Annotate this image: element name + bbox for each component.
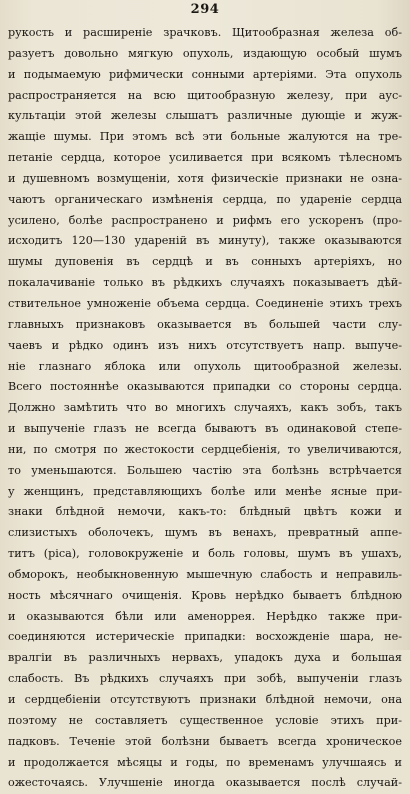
text-line: у женщинъ, представляющихъ болѣе или менѣе ясные при-	[8, 484, 402, 498]
text-line: падковъ. Теченіе этой болѣзни бываетъ всегда хроническое	[8, 734, 402, 748]
text-line: исходитъ 120—130 ударенiй въ минуту), также оказываются	[8, 234, 402, 248]
text-line: вралгіи въ различныхъ нервахъ, упадокъ духа и большая	[8, 651, 402, 665]
text-line: и выпученіе глазъ не всегда бываютъ въ одинаковой степе-	[8, 422, 402, 436]
text-line: усилено, болѣе распространено и рифмъ его ускоренъ (про-	[8, 213, 402, 227]
body-text	[8, 23, 402, 794]
text-line: чаютъ органическаго измѣненія сердца, по удареніе сердца	[8, 192, 402, 206]
text-line: покалачиваніе только въ рѣдкихъ случаяхъ показываетъ дѣй-	[8, 276, 402, 290]
text-line: жащіе шумы. При этомъ всѣ эти больные жалуются на тре-	[8, 130, 402, 144]
text-line: и оказываются бѣли или аменоррея. Нерѣдко также при-	[8, 609, 402, 623]
text-line: знаки блѣдной немочи, какъ-то: блѣдный цвѣтъ кожи и	[8, 505, 402, 519]
text-line: распространяется на всю щитообразную железу, при аус-	[8, 88, 402, 102]
page-number: 294	[190, 2, 220, 17]
text-line: чаевъ и рѣдко одинъ изъ нихъ отсутствуетъ напр. выпуче-	[8, 338, 402, 352]
text-line: то уменьшаются. Большею частію эта болѣзнь встрѣчается	[8, 463, 402, 477]
text-line: ность мѣсячнаго очищенія. Кровь нерѣдко бываетъ блѣдною	[8, 588, 402, 602]
text-line: и душевномъ возмущеніи, хотя физическіе признаки не озна-	[8, 171, 402, 185]
text-line: петаніе сердца, которое усиливается при всякомъ тѣлесномъ	[8, 151, 402, 165]
text-line: Должно замѣтить что во многихъ случаяхъ, какъ зобъ, такъ	[8, 401, 402, 415]
text-line: культаціи этой железы слышатъ различные дующіе и жуж-	[8, 109, 402, 123]
text-line: поэтому не составляетъ существенное условіе этихъ при-	[8, 713, 402, 727]
text-line: ствительное умноженіе объема сердца. Соединеніе этихъ трехъ	[8, 296, 402, 310]
text-line: разуетъ довольно мягкую опухоль, издающую особый шумъ	[8, 46, 402, 60]
text-line: ожесточаясь. Улучшеніе иногда оказывается послѣ случай-	[8, 776, 402, 790]
text-line: рукость и расширеніе зрачковъ. Щитообразная железа об-	[8, 26, 402, 39]
text-line: и сердцебіеніи отсутствуютъ признаки блѣдной немочи, она	[8, 693, 402, 706]
text-line: соединяются истерическіе припадки: восхожденіе шара, не-	[8, 630, 402, 644]
text-line: и продолжается мѣсяцы и годы, по временамъ улучшаясь и	[8, 755, 402, 769]
text-line: ни, по смотря по жестокости сердцебіенія, то увеличиваются,	[8, 442, 402, 456]
text-line: обморокъ, необыкновенную мышечную слабость и неправиль-	[8, 567, 402, 581]
text-line: шумы дуповенія въ сердцѣ и въ сонныхъ артеріяхъ, но	[8, 255, 402, 269]
text-line: Всего постояннѣе оказываются припадки со стороны сердца.	[8, 380, 402, 394]
text-line: титъ (pica), головокруженіе и боль головы, шумъ въ ушахъ,	[8, 547, 402, 561]
text-line: и подымаемую рифмически сонными артеріями. Эта опухоль	[8, 67, 402, 81]
text-line: главныхъ признаковъ оказывается въ большей части слу-	[8, 317, 402, 331]
text-line: слабость. Въ рѣдкихъ случаяхъ при зобѣ, выпученіи глазъ	[8, 672, 402, 686]
text-line: слизистыхъ оболочекъ, шумъ въ венахъ, превратный аппе-	[8, 526, 402, 540]
text-line: ніе глазнаго яблока или опухоль щитообразной железы.	[8, 359, 402, 373]
